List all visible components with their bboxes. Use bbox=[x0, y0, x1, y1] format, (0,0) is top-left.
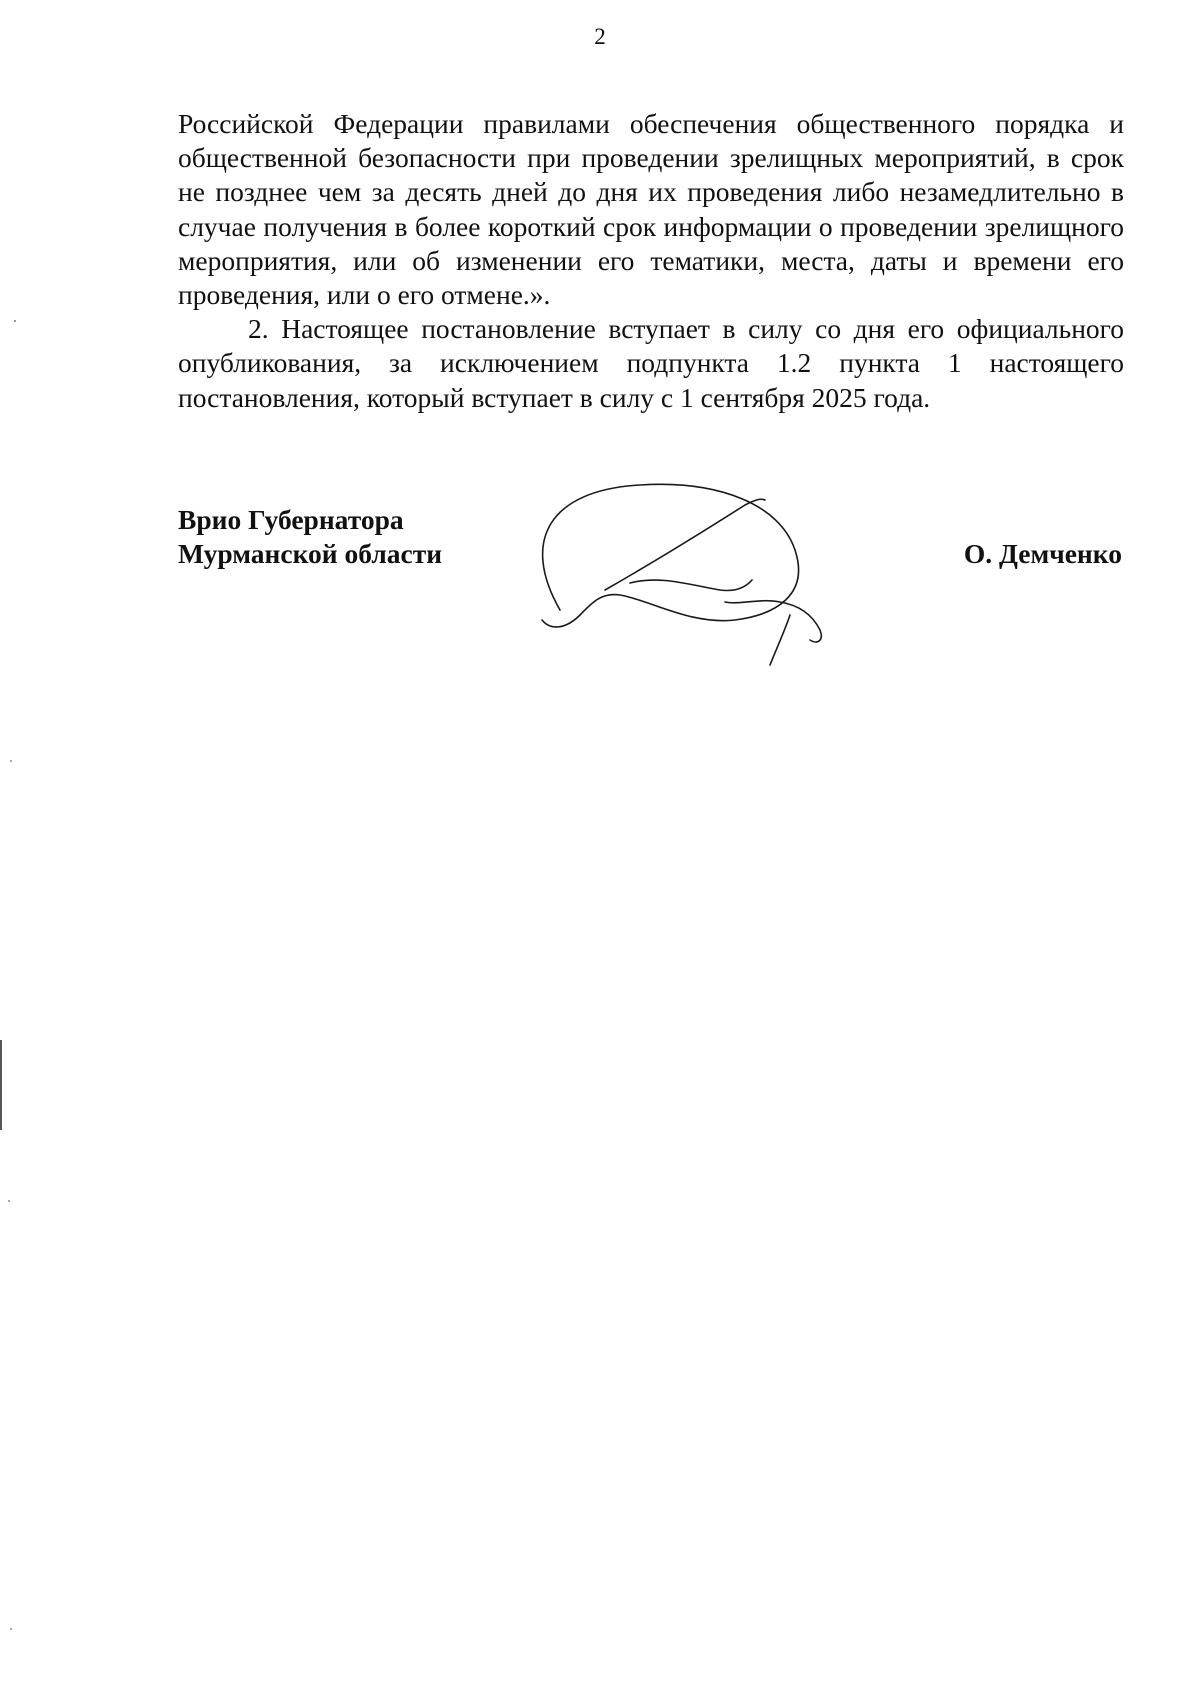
scan-artifact-dot bbox=[10, 1628, 12, 1630]
scan-artifact-dot bbox=[8, 1200, 10, 1202]
signatory-title bbox=[178, 503, 442, 571]
paragraph-effective-date: 2. Настоящее постановление вступает в силу со дня его официального опубликования, за исключением подпункта 1.2 пункта 1 настоящего постановления, который вступает в силу с 1 сентября 2025 года. bbox=[178, 313, 1124, 413]
page-number: 2 bbox=[594, 24, 606, 49]
signatory-title-line-2: Мурманской области bbox=[178, 538, 443, 569]
signatory-title-line-1: Врио Губернатора bbox=[178, 504, 404, 535]
signatory-name: О. Демченко bbox=[963, 538, 1122, 569]
scan-artifact-line bbox=[0, 1040, 2, 1130]
handwritten-signature bbox=[520, 480, 850, 670]
scan-artifact-dot bbox=[14, 320, 16, 322]
paragraph-continuation: Российской Федерации правилами обеспечения общественного порядка и общественной безопасности при проведении зрелищных мероприятий, в срок не позднее чем за десять дней до дня их проведения либо незамедлительно в случае получения в более короткий срок информации о проведении зрелищного мероприятия, или об изменении его тематики, места, даты и времени его проведения, или о его отмене.». bbox=[178, 108, 1124, 311]
scan-artifact-dot bbox=[10, 760, 12, 762]
signature-block bbox=[0, 0, 1200, 700]
